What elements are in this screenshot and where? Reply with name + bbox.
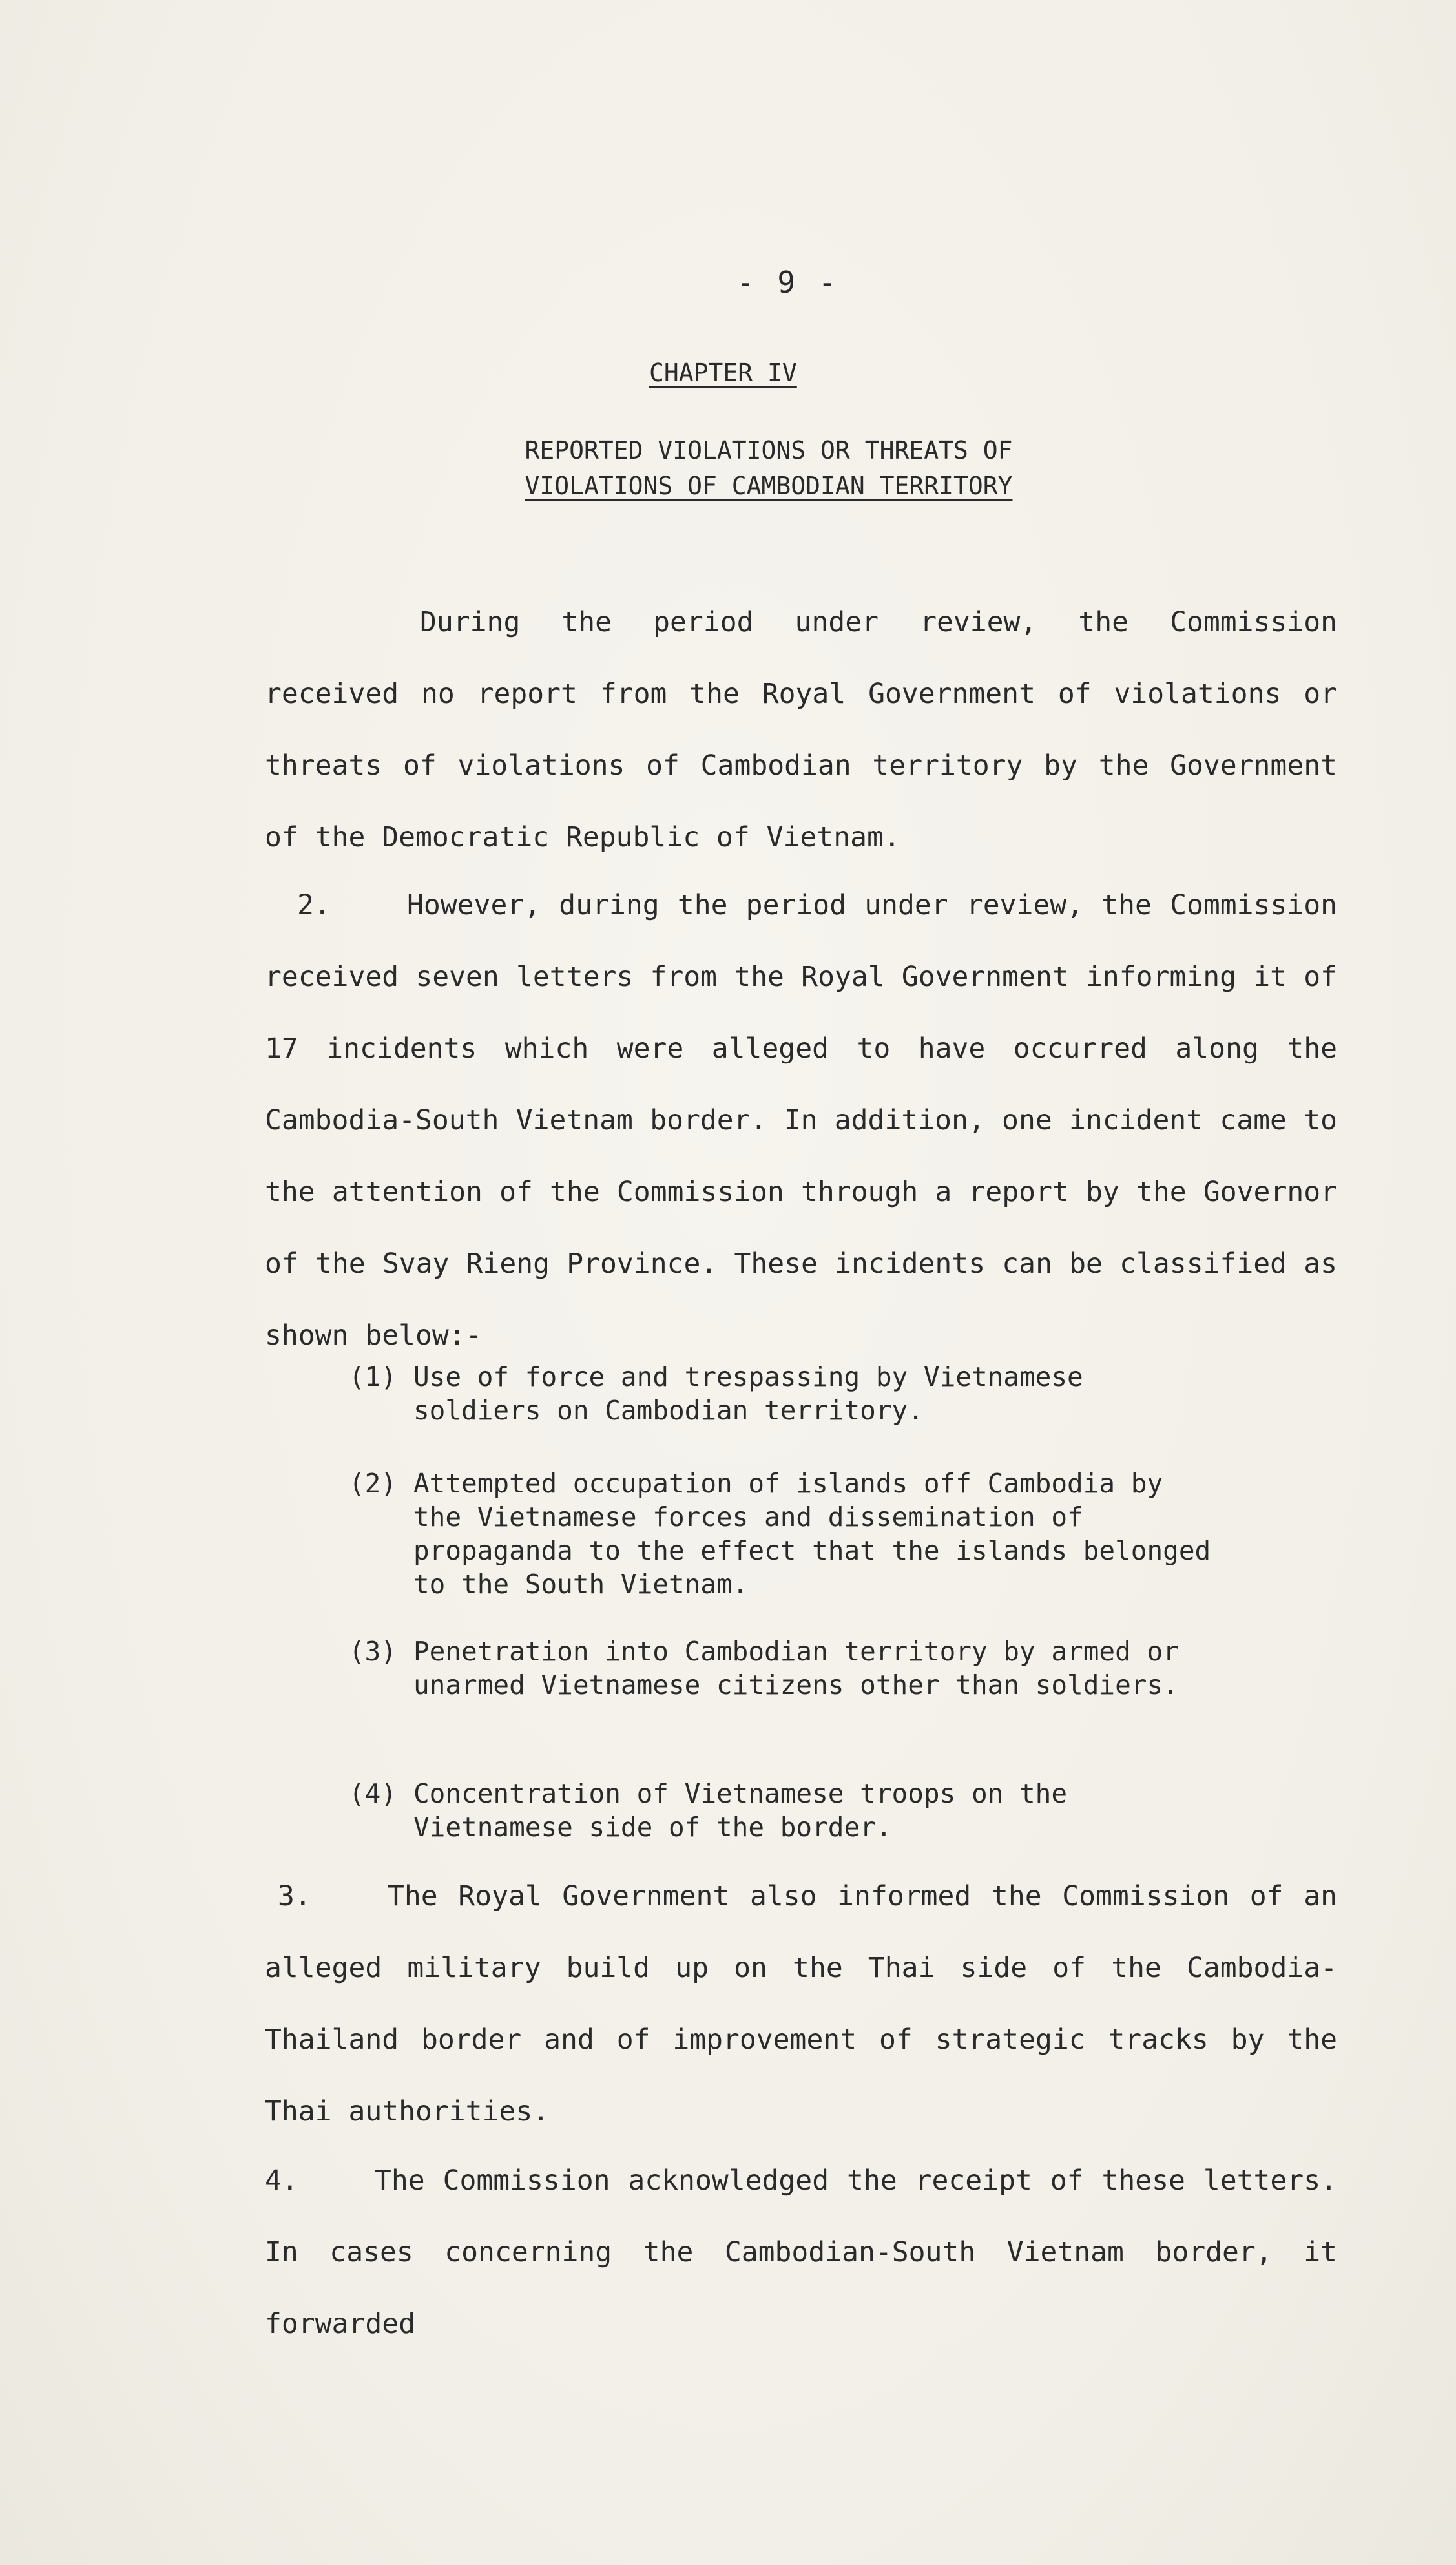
list-item-text: Use of force and trespassing by Vietnamese soldiers on Cambodian territory. — [413, 1361, 1083, 1426]
section-title-line-2: VIOLATIONS OF CAMBODIAN TERRITORY — [525, 472, 1013, 500]
paragraph-text: The Commission acknowledged the receipt of these letters. In cases concerning the Cambodian-South Vietnam border, it forwarded — [265, 2164, 1337, 2340]
paragraph-number: 2. — [297, 889, 331, 921]
chapter-heading: CHAPTER IV — [649, 359, 797, 387]
paragraph-text: The Royal Government also informed the Commission of an alleged military build up on the Thai side of the Cambodia-Thailand border and of improvement of strategic tracks by the Thai authorities. — [265, 1880, 1337, 2128]
list-item-text: Concentration of Vietnamese troops on the Vietnamese side of the border. — [413, 1778, 1068, 1843]
list-item-number: (3) — [349, 1636, 397, 1667]
paragraph-2 — [265, 870, 1337, 1372]
list-item-number: (2) — [349, 1468, 397, 1499]
paragraph-text: During the period under review, the Commission received no report from the Royal Government of violations or threats of violations of Cambodian territory by the Government of the Democratic Republic of Vietnam. — [265, 606, 1337, 853]
page-number: - 9 - — [736, 265, 839, 300]
paragraph-1 — [265, 587, 1337, 874]
paragraph-4 — [265, 2145, 1337, 2360]
list-item — [349, 1467, 1214, 1601]
paragraph-number: 4. — [265, 2164, 298, 2197]
list-item-number: (4) — [349, 1778, 397, 1809]
paragraph-text: However, during the period under review, the Commission received seven letters from the Royal Government informing it of 17 incidents which were alleged to have occurred along the Cambodia-South Vietnam border. In addition, one incident came to the attention of the Commission through a report by the Governor of the Svay Rieng Province. These incidents can be classified as shown below:- — [265, 889, 1337, 1352]
section-title-line-1: REPORTED VIOLATIONS OR THREATS OF — [525, 436, 1013, 465]
list-item-number: (1) — [349, 1361, 397, 1392]
list-item-text: Attempted occupation of islands off Cambodia by the Vietnamese forces and dissemination of propaganda to the effect that the islands belonged to the South Vietnam. — [413, 1468, 1211, 1600]
list-item — [349, 1635, 1214, 1702]
paragraph-number: 3. — [278, 1880, 311, 1912]
list-item — [349, 1360, 1214, 1427]
list-item-text: Penetration into Cambodian territory by armed or unarmed Vietnamese citizens other than soldiers. — [413, 1636, 1179, 1701]
list-item — [349, 1777, 1214, 1844]
paragraph-3 — [265, 1861, 1337, 2148]
